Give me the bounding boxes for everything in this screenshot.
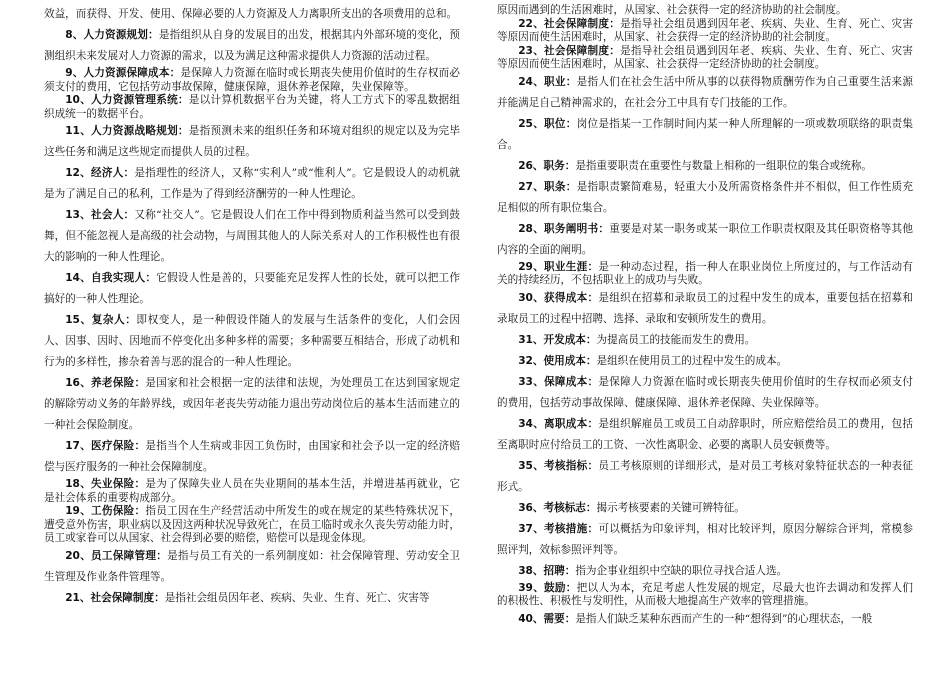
term-definition: 是为了保障失业人员在失业期间的基本生活，并增进基再就业，它是社会体系的重要构成部分。	[44, 478, 461, 504]
term-label: 30、获得成本：	[518, 291, 599, 304]
term-label: 36、考核标志：	[518, 501, 597, 514]
term-definition: 是保障人力资源在临时或长期丧失使用价值时的生存权而必须支付的费用，它包括劳动事故保障，健康保障，退休养老保障，失业保障等。	[44, 67, 461, 93]
term-definition: 是指理性的经济人，又称“实利人”或“惟利人”。它是假设人的动机就是为了满足自己的私利，工作是为了得到经济酬劳的一种人性理论。	[44, 167, 460, 200]
term-label: 14、自我实现人：	[65, 272, 157, 284]
glossary-entry	[44, 373, 460, 436]
term-label: 26、职务：	[518, 159, 576, 172]
term-definition: 原因而遇到的生活困难时，从国家、社会获得一定的经济协助的社会制度。	[497, 4, 847, 16]
glossary-entry	[497, 261, 913, 288]
term-definition: 岗位是指某一工作制时间内某一种人所理解的一项或数项联络的职责集合。	[497, 117, 913, 151]
term-definition: 指员工因在生产经营活动中所发生的或在规定的某些特殊状况下，遭受意外伤害，职业病以及因这两种状况导致死亡，在员工临时或永久丧失劳动能力时，员工或家眷可以从国家、社会得到必要的赔偿，赔偿可以是现金体现。	[44, 505, 461, 544]
term-definition: 是指职责繁简难易，轻重大小及所需资格条件并不相似，但工作性质充足相似的所有职位集合。	[497, 180, 913, 214]
term-definition: 它假设人性是善的，只要能充足发挥人性的长处，就可以把工作搞好的一种人性理论。	[44, 272, 461, 305]
glossary-entry	[497, 519, 913, 561]
right-column	[497, 4, 913, 630]
term-definition: 是指预测未来的组织任务和环境对组织的规定以及为完毕这些任务和满足这些规定而提供人员的过程。	[44, 125, 461, 158]
term-label: 34、离职成本：	[518, 417, 599, 430]
term-label: 37、考核措施：	[518, 522, 599, 535]
term-definition: 为提高员工的技能而发生的费用。	[596, 333, 756, 346]
glossary-entry	[44, 310, 460, 373]
term-definition: 是指人们在社会生活中所从事的以获得物质酬劳作为自己重要生活来源并能满足自己精神需求的，在社会分工中具有专门技能的工作。	[497, 75, 913, 109]
term-definition: 员工考核原则的详细形式，是对员工考核对象特征状态的一种表征形式。	[497, 459, 914, 493]
glossary-entry	[44, 121, 460, 163]
term-label: 20、员工保障管理：	[65, 549, 168, 562]
term-definition: 是指组织从自身的发展目的出发，根据其内外部环境的变化，预测组织未来发展对人力资源的需求，以及为满足这种需求提供人力资源的活动过程。	[44, 29, 460, 62]
term-definition: 是指社会组员因年老、疾病、失业、生育、死亡、灾害等	[164, 591, 430, 604]
term-label: 29、职业生涯：	[518, 260, 599, 273]
term-definition: 重要是对某一职务或某一职位工作职责权限及其任职资格等其他内容的全面的阐明。	[497, 222, 914, 256]
left-column	[44, 4, 460, 609]
term-label: 28、职务阐明书：	[518, 222, 610, 235]
glossary-entry	[497, 177, 913, 219]
term-definition: 是指当个人生病或非因工负伤时，由国家和社会予以一定的经济赔偿与医疗服务的一种社会保障制度。	[44, 440, 461, 473]
glossary-entry	[497, 288, 913, 330]
term-label: 9、人力资源保障成本：	[65, 67, 181, 79]
glossary-entry	[497, 18, 913, 45]
term-definition: 是组织解雇员工或员工自动辞职时，所应赔偿给员工的费用，包括至离职时应付给员工的工资、一次性离职金、必要的离职人员安顿费等。	[497, 417, 914, 451]
term-label: 17、医疗保险：	[65, 440, 146, 452]
term-label: 8、人力资源规划：	[65, 29, 159, 41]
term-definition: 是以计算机数据平台为关键，将人工方式下的零乱数据组织成统一的数据平台。	[44, 94, 461, 120]
term-label: 39、鼓励：	[518, 581, 577, 594]
term-label: 35、考核指标：	[518, 459, 599, 472]
term-definition: 是保障人力资源在临时或长期丧失使用价值时的生存权而必须支付的费用，包括劳动事故保障、健康保障、退休养老保障、失业保障等。	[497, 375, 914, 409]
term-label: 38、招聘：	[518, 564, 576, 577]
glossary-entry	[44, 25, 460, 67]
term-label: 16、养老保险：	[65, 377, 146, 389]
term-label: 21、社会保障制度：	[65, 591, 165, 604]
glossary-entry	[497, 609, 913, 630]
glossary-entry	[44, 268, 460, 310]
term-definition: 是组织在招募和录取员工的过程中发生的成本，重要包括在招募和录取员工的过程中招聘、选择、录取和安顿所发生的费用。	[497, 291, 914, 325]
glossary-entry	[497, 456, 913, 498]
glossary-entry	[497, 498, 913, 519]
term-label: 10、人力资源管理系统：	[65, 94, 189, 106]
term-label: 13、社会人：	[65, 209, 135, 221]
glossary-entry	[44, 94, 460, 121]
term-definition: 是指与员工有关的一系列制度如：社会保障管理、劳动安全卫生管理及作业条件管理等。	[44, 549, 461, 583]
glossary-entry	[497, 45, 913, 72]
glossary-entry	[44, 163, 460, 205]
term-label: 33、保障成本：	[518, 375, 599, 388]
glossary-entry	[497, 114, 913, 156]
term-definition: 是指人们缺乏某种东西而产生的一种“想得到”的心理状态，一般	[575, 612, 873, 625]
term-definition: 指为企事业组织中空缺的职位寻找合适人选。	[575, 564, 788, 577]
term-label: 12、经济人：	[65, 167, 135, 179]
glossary-entry	[497, 561, 913, 582]
term-definition: 可以概括为印象评判，相对比较评判，原因分解综合评判，常模参照评判，效标参照评判等。	[497, 522, 914, 556]
term-label: 27、职条：	[518, 180, 577, 193]
glossary-entry	[44, 588, 460, 609]
term-definition: 是国家和社会根据一定的法律和法规，为处理员工在达到国家规定的解除劳动义务的年龄界线，或因年老丧失劳动能力退出劳动岗位后的基本生活而建立的一种社会保险制度。	[44, 377, 461, 431]
term-definition: 效益，而获得、开发、使用、保障必要的人力资源及人力离职所支出的各项费用的总和。	[44, 8, 458, 20]
glossary-entry	[44, 505, 460, 546]
term-label: 31、开发成本：	[518, 333, 597, 346]
glossary-entry	[497, 156, 913, 177]
glossary-entry	[44, 546, 460, 588]
term-definition: 是指重要职责在重要性与数量上相称的一组职位的集合或统称。	[575, 159, 872, 172]
term-definition: 是指导社会组员遇到因年老、疾病、失业、生育、死亡、灾害等原因而使生活困难时，从国家、社会获得一定经济协助的社会制度。	[497, 44, 914, 70]
term-label: 22、社会保障制度：	[518, 17, 621, 30]
term-definition: 是一种动态过程，指一种人在职业岗位上所度过的，与工作活动有关的持续经历，不包括职业上的成功与失败。	[497, 260, 914, 286]
glossary-entry	[497, 72, 913, 114]
term-label: 18、失业保险：	[65, 478, 146, 490]
term-label: 25、职位：	[518, 117, 577, 130]
term-definition: 是组织在使用员工的过程中发生的成本。	[596, 354, 788, 367]
term-label: 15、复杂人：	[65, 314, 137, 326]
glossary-entry	[44, 4, 460, 25]
term-label: 32、使用成本：	[518, 354, 597, 367]
glossary-entry	[497, 219, 913, 261]
glossary-entry	[44, 478, 460, 505]
glossary-entry	[497, 4, 913, 18]
term-definition: 把以人为本，充足考虑人性发展的规定，尽最大也许去调动和发挥人们的积极性、积极性与发明性，从而极大地提高生产效率的管理措施。	[497, 581, 913, 607]
term-label: 40、需要：	[518, 612, 576, 625]
glossary-entry	[44, 67, 460, 94]
term-definition: 揭示考核要素的关键可辨特征。	[596, 501, 745, 514]
term-definition: 是指导社会组员遇到因年老、疾病、失业、生育、死亡、灾害等原因而使生活困难时，从国家、社会获得一定的经济协助的社会制度。	[497, 17, 914, 43]
term-label: 19、工伤保险：	[65, 505, 146, 517]
glossary-entry	[497, 372, 913, 414]
term-definition: 又称“社交人”。它是假设人们在工作中得到物质利益当然可以受到鼓舞，但不能忽视人是高级的社会动物，与周围其他人的人际关系对人的工作积极性也有很大的影响的一种人性理论。	[44, 209, 460, 263]
glossary-entry	[497, 414, 913, 456]
term-label: 23、社会保障制度：	[518, 44, 621, 57]
glossary-entry	[497, 330, 913, 351]
glossary-entry	[44, 436, 460, 478]
term-label: 24、职业：	[518, 75, 577, 88]
glossary-entry	[44, 205, 460, 268]
glossary-entry	[497, 582, 913, 609]
glossary-entry	[497, 351, 913, 372]
term-label: 11、人力资源战略规划：	[65, 125, 189, 137]
term-definition: 即权变人，是一种假设伴随人的发展与生活条件的变化，人们会因人、因事、因时、因地而不停变化出多种多样的需要；多种需要互相结合，形成了动机和行为的多样性，掺杂着善与恶的混合的一种人性理论。	[44, 314, 460, 368]
